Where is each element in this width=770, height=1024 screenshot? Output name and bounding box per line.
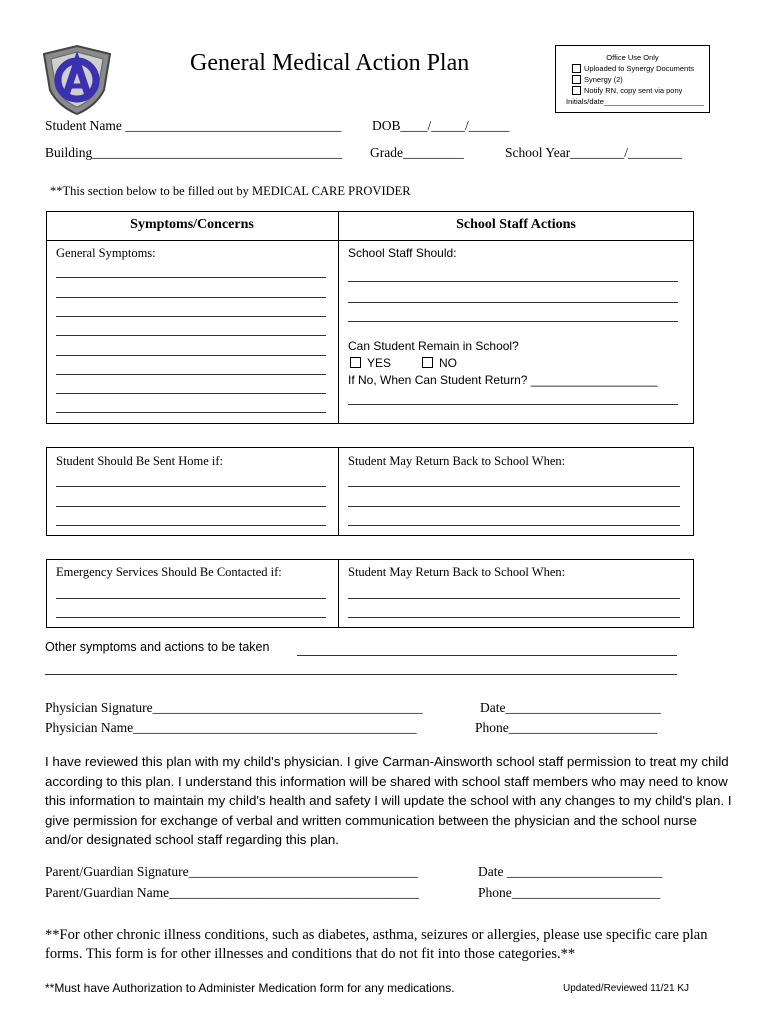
office-item[interactable] bbox=[556, 74, 709, 85]
parent-date-field[interactable]: Date _______________________ bbox=[478, 864, 663, 879]
physician-name-field[interactable]: Physician Name__________________________________________ bbox=[45, 720, 417, 735]
other-symptoms-line[interactable] bbox=[45, 674, 677, 675]
office-item-label: Notify RN, copy sent via pony bbox=[584, 86, 683, 95]
office-item-label: Uploaded to Synergy Documents bbox=[584, 64, 695, 73]
symptom-line[interactable] bbox=[56, 412, 326, 413]
office-use-box bbox=[555, 45, 710, 113]
no-label: NO bbox=[439, 356, 457, 370]
school-year-field[interactable]: School Year________/________ bbox=[505, 145, 683, 160]
parent-signature-field[interactable]: Parent/Guardian Signature__________________________________ bbox=[45, 864, 419, 879]
emergency-return-line[interactable] bbox=[348, 617, 680, 618]
no-option[interactable] bbox=[422, 356, 457, 370]
return-when-label: Student May Return Back to School When: bbox=[348, 454, 566, 468]
other-symptoms-line[interactable] bbox=[297, 655, 677, 656]
chronic-illness-note: **For other chronic illness conditions, such as diabetes, asthma, seizures or allergies, please use specific care plan forms. This form is for other illnesses and conditions that do not fit into those categories.** bbox=[45, 927, 708, 962]
page-title: General Medical Action Plan bbox=[190, 50, 470, 76]
sent-home-label: Student Should Be Sent Home if: bbox=[56, 454, 224, 468]
sent-home-line[interactable] bbox=[56, 486, 326, 487]
updated-note: Updated/Reviewed 11/21 KJ bbox=[563, 983, 690, 994]
staff-should-label: School Staff Should: bbox=[348, 246, 457, 260]
dob-field[interactable]: DOB____/_____/______ bbox=[372, 118, 510, 133]
return-question[interactable]: If No, When Can Student Return? ___________________ bbox=[348, 373, 658, 387]
checkbox[interactable] bbox=[572, 75, 581, 84]
building-field[interactable]: Building_____________________________________ bbox=[45, 145, 343, 160]
return-when-line[interactable] bbox=[348, 525, 680, 526]
no-checkbox[interactable] bbox=[422, 357, 433, 368]
provider-section-note: **This section below to be filled out by MEDICAL CARE PROVIDER bbox=[50, 184, 411, 198]
consent-paragraph: I have reviewed this plan with my child's physician. I give Carman-Ainsworth school staff permission to treat my child according to this plan. I understand this information will be shared with school staff members who may need to know this information to maintain my child's health and safety I will update the school with any changes to my child's plan. I give permission for exchange of verbal and written communication between the physician and the school nurse and/or designated school staff regarding this plan. bbox=[45, 754, 732, 847]
symptom-line[interactable] bbox=[56, 374, 326, 375]
staff-action-line[interactable] bbox=[348, 321, 678, 322]
office-initials[interactable]: Initials/date________________________ bbox=[566, 97, 705, 106]
symptoms-header: Symptoms/Concerns bbox=[130, 217, 254, 232]
staff-action-line[interactable] bbox=[348, 281, 678, 282]
office-item-label: Synergy (2) bbox=[584, 75, 623, 84]
sent-home-line[interactable] bbox=[56, 506, 326, 507]
symptom-line[interactable] bbox=[56, 335, 326, 336]
symptom-line[interactable] bbox=[56, 393, 326, 394]
physician-phone-field[interactable]: Phone______________________ bbox=[475, 720, 658, 735]
office-use-heading: Office Use Only bbox=[606, 53, 659, 62]
emergency-return-label: Student May Return Back to School When: bbox=[348, 565, 566, 579]
physician-date-field[interactable]: Date_______________________ bbox=[480, 700, 661, 715]
checkbox[interactable] bbox=[572, 86, 581, 95]
remain-question: Can Student Remain in School? bbox=[348, 339, 519, 353]
student-name-field[interactable]: Student Name ________________________________ bbox=[45, 118, 342, 133]
symptom-line[interactable] bbox=[56, 355, 326, 356]
office-item[interactable] bbox=[556, 85, 709, 96]
symptom-line[interactable] bbox=[56, 316, 326, 317]
checkbox[interactable] bbox=[572, 64, 581, 73]
staff-actions-header: School Staff Actions bbox=[456, 217, 576, 232]
symptom-line[interactable] bbox=[56, 297, 326, 298]
emergency-label: Emergency Services Should Be Contacted if: bbox=[56, 565, 282, 579]
yes-checkbox[interactable] bbox=[350, 357, 361, 368]
symptom-line[interactable] bbox=[56, 277, 326, 278]
school-logo bbox=[38, 44, 116, 116]
physician-signature-field[interactable]: Physician Signature________________________________________ bbox=[45, 700, 423, 715]
emergency-line[interactable] bbox=[56, 617, 326, 618]
return-line[interactable] bbox=[348, 404, 678, 405]
yes-option[interactable] bbox=[350, 356, 391, 370]
general-symptoms-label: General Symptoms: bbox=[56, 246, 156, 260]
parent-name-field[interactable]: Parent/Guardian Name_____________________________________ bbox=[45, 885, 419, 900]
grade-field[interactable]: Grade_________ bbox=[370, 145, 464, 160]
other-symptoms-label: Other symptoms and actions to be taken bbox=[45, 640, 270, 654]
sent-home-line[interactable] bbox=[56, 525, 326, 526]
medication-note: **Must have Authorization to Administer Medication form for any medications. bbox=[45, 981, 455, 995]
return-when-line[interactable] bbox=[348, 486, 680, 487]
return-when-line[interactable] bbox=[348, 506, 680, 507]
emergency-return-line[interactable] bbox=[348, 598, 680, 599]
office-item[interactable] bbox=[556, 63, 709, 74]
staff-action-line[interactable] bbox=[348, 302, 678, 303]
yes-label: YES bbox=[367, 356, 392, 370]
parent-phone-field[interactable]: Phone______________________ bbox=[478, 885, 661, 900]
emergency-line[interactable] bbox=[56, 598, 326, 599]
